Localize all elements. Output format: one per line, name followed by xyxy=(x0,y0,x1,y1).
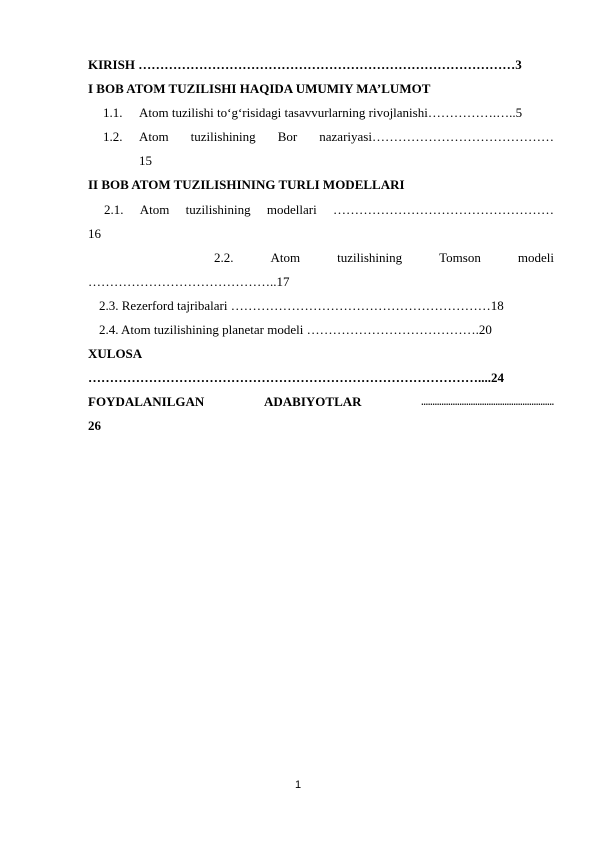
toc-entry-2-1-page: 16 xyxy=(88,226,101,241)
toc-entry-2-2-page: ……………………………………..17 xyxy=(88,274,290,289)
toc-entry-2-2 xyxy=(214,250,554,266)
toc-chapter-1-title: I BOB ATOM TUZILISHI HAQIDA UMUMIY MA’LUMOT xyxy=(88,81,431,96)
toc-word: Atom xyxy=(139,202,170,217)
toc-entry-2-1 xyxy=(104,202,554,218)
toc-entry-1-2-text xyxy=(139,129,554,145)
toc-word: modellari xyxy=(266,202,317,217)
toc-entry-xulosa-title: XULOSA xyxy=(88,346,143,361)
toc-entry-2-3: 2.3. Rezerford tajribalari ……………………………………………………18 xyxy=(99,298,504,313)
toc-entry-1-2-number: 1.2. xyxy=(103,129,123,144)
toc-word: Bor xyxy=(277,129,298,144)
page-number: 1 xyxy=(294,779,302,791)
toc-entry-kirish: KIRISH ……………………………………………………………………………3 xyxy=(88,57,522,72)
toc-word: 2.2. xyxy=(214,250,234,265)
toc-word: nazariyasi…………………………………… xyxy=(319,129,554,144)
toc-word: modeli xyxy=(517,250,554,265)
toc-word: …………………………………………… xyxy=(332,202,554,217)
toc-word: ........................................................... xyxy=(421,397,554,407)
toc-entry-1-1-number: 1.1. xyxy=(103,105,123,120)
toc-word: Atom xyxy=(139,129,169,144)
toc-chapter-2-title: II BOB ATOM TUZILISHINING TURLI MODELLARI xyxy=(88,177,405,192)
toc-word: Tomson xyxy=(439,250,481,265)
toc-entry-1-1-text: Atom tuzilishi to‘g‘risidagi tasavvurlarning rivojlanishi…………….…..5 xyxy=(139,105,523,120)
toc-entry-xulosa-page: ………………………………………………………………………………....24 xyxy=(88,370,504,385)
toc-entry-2-4: 2.4. Atom tuzilishining planetar modeli ………………………………….20 xyxy=(99,322,492,337)
toc-word: ADABIYOTLAR xyxy=(264,394,362,409)
toc-word: tuzilishining xyxy=(190,129,256,144)
toc-word: Atom xyxy=(270,250,301,265)
toc-entry-references-page: 26 xyxy=(88,418,101,433)
toc-word: tuzilishining xyxy=(185,202,251,217)
toc-word: 2.1. xyxy=(104,202,124,217)
toc-word: FOYDALANILGAN xyxy=(88,394,205,409)
toc-entry-references xyxy=(88,394,554,410)
toc-entry-1-2-page: 15 xyxy=(139,153,152,168)
toc-word: tuzilishining xyxy=(337,250,403,265)
